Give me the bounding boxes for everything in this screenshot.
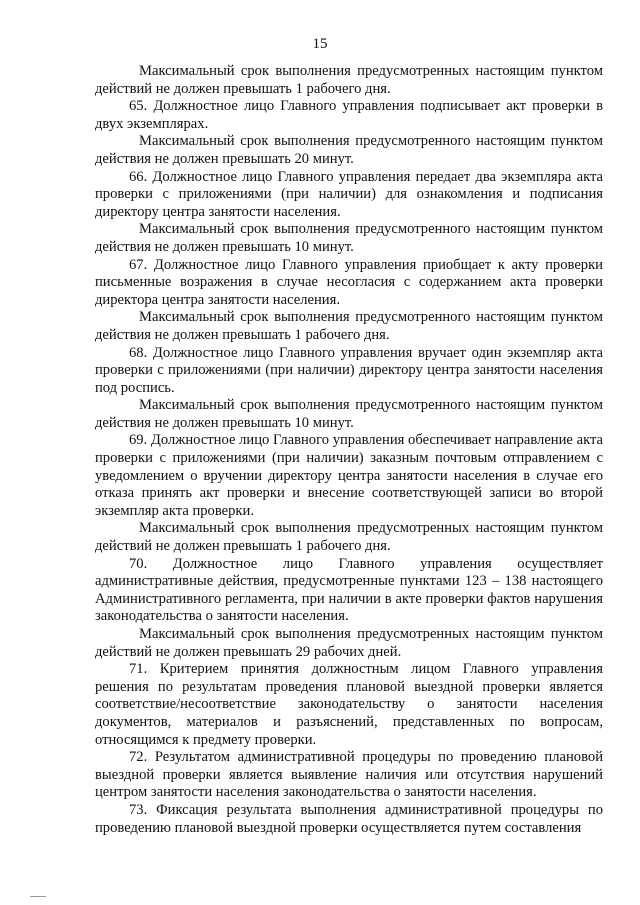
paragraph-73: 73. Фиксация результата выполнения административной процедуры по проведению плановой выездной проверки осуществляется путем составления: [95, 801, 603, 836]
paragraph-term: Максимальный срок выполнения предусмотренного настоящим пунктом действия не должен превышать 20 минут.: [95, 133, 603, 167]
paragraph-66: 66. Должностное лицо Главного управления передает два экземпляра акта проверки с приложениями (при наличии) для ознакомления и подписания директору центра занятости населения.: [95, 168, 603, 220]
paragraph-67: 67. Должностное лицо Главного управления приобщает к акту проверки письменные возражения в случае несогласия с содержанием акта проверки директора центра занятости населения.: [95, 256, 603, 308]
paragraph-72: 72. Результатом административной процедуры по проведению плановой выездной проверки является выявление наличия или отсутствия нарушений центром занятости населения законодательства о занятости населения.: [95, 749, 603, 801]
scan-mark: [30, 896, 46, 897]
paragraph-71: 71. Критерием принятия должностным лицом Главного управления решения по результатам проведения плановой выездной проверки является соответствие/несоответствие законодательству о занятости населения документов, материалов и разъяснений, представленных по вопросам, относящимся к предмету проверки.: [95, 661, 603, 748]
paragraph-69: 69. Должностное лицо Главного управления обеспечивает направление акта проверки с приложениями (при наличии) заказным почтовым отправлением с уведомлением о вручении директору центра занятости населения в случае его отказа принять акт проверки и внесение соответствующей записи во второй экземпляр акта проверки.: [95, 432, 603, 519]
paragraph-term: Максимальный срок выполнения предусмотренных настоящим пунктом действий не должен превышать 29 рабочих дней.: [95, 626, 603, 660]
paragraph-term: Максимальный срок выполнения предусмотренного настоящим пунктом действия не должен превышать 10 минут.: [95, 397, 603, 431]
document-body: [95, 63, 603, 837]
paragraph-68: 68. Должностное лицо Главного управления вручает один экземпляр акта проверки с приложениями (при наличии) директору центра занятости населения под роспись.: [95, 344, 603, 396]
paragraph-term: Максимальный срок выполнения предусмотренного настоящим пунктом действия не должен превышать 10 минут.: [95, 221, 603, 255]
page-number: 15: [312, 36, 328, 52]
paragraph-65: 65. Должностное лицо Главного управления подписывает акт проверки в двух экземплярах.: [95, 98, 603, 132]
paragraph-term: Максимальный срок выполнения предусмотренных настоящим пунктом действий не должен превышать 1 рабочего дня.: [95, 520, 603, 555]
paragraph-term: Максимальный срок выполнения предусмотренных настоящим пунктом действий не должен превышать 1 рабочего дня.: [95, 63, 603, 97]
paragraph-term: Максимальный срок выполнения предусмотренного настоящим пунктом действия не должен превышать 1 рабочего дня.: [95, 309, 603, 343]
paragraph-70: 70. Должностное лицо Главного управления осуществляет административные действия, предусмотренные пунктами 123 – 138 настоящего Административного регламента, при наличии в акте проверки фактов нарушения законодательства о занятости населения.: [95, 555, 603, 625]
